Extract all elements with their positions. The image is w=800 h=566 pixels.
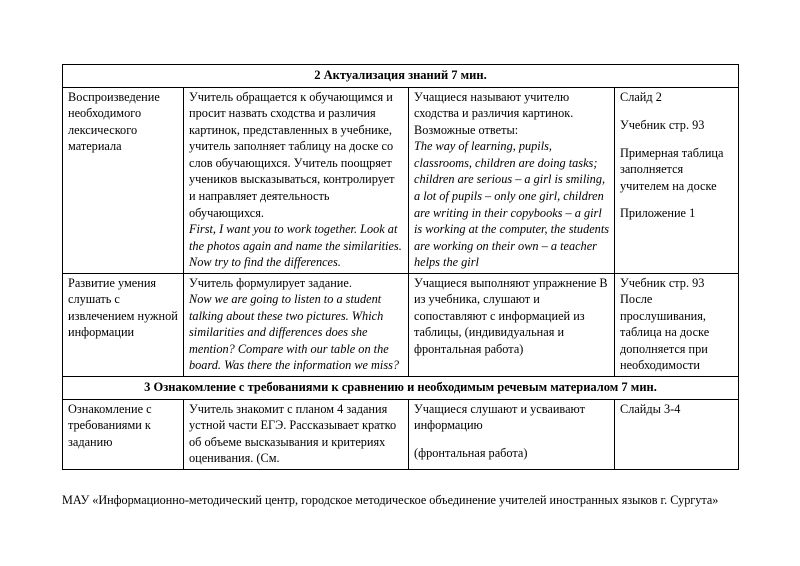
- student-activity-cell: [409, 273, 615, 376]
- student-activity-cell: [409, 399, 615, 469]
- stage-text: Ознакомление с требованиями к заданию: [68, 401, 152, 449]
- note-line: После прослушивания, таблица на доске дополняется при необходимости: [620, 292, 710, 373]
- notes-cell: [615, 273, 739, 376]
- teacher-activity-cell: [184, 273, 409, 376]
- teacher-activity-ru: Учитель формулирует задание.: [189, 275, 352, 290]
- teacher-activity-ru: Учитель знакомит с планом 4 задания устной части ЕГЭ. Рассказывает кратко об объеме высказывания и критериях оценивания. (См.: [189, 401, 397, 466]
- note-line: Приложение 1: [620, 206, 696, 221]
- table-row: [63, 273, 739, 376]
- student-activity-spacer: [414, 434, 610, 445]
- stage-text: Развитие умения слушать с извлечением нужной информации: [68, 275, 178, 340]
- student-activity-ru: Учащиеся слушают и усваивают информацию: [414, 401, 585, 433]
- section-heading-row: [63, 376, 739, 399]
- note-spacer: [620, 133, 734, 144]
- note-spacer: [620, 105, 734, 116]
- stage-cell: [63, 399, 184, 469]
- table-row: [63, 399, 739, 469]
- page-footer: МАУ «Информационно-методический центр, городское методическое объединение учителей иностранных языков г. Сургута»: [62, 493, 719, 507]
- notes-cell: [615, 399, 739, 469]
- note-line: Учебник стр. 93: [620, 275, 705, 290]
- student-activity-ru: Учащиеся называют учителю сходства и различия картинок.: [414, 89, 574, 121]
- section-heading-row: [63, 65, 739, 88]
- student-activity-en: The way of learning, pupils, classrooms, children are doing tasks; children are serious – a girl is smiling, a lot of pupils – only one girl, children are writing in their copybooks – a girl is working at the computer, the students are working on their own – a teacher helps the girl: [414, 139, 610, 270]
- teacher-activity-cell: [184, 87, 409, 273]
- table-row: [63, 87, 739, 273]
- note-line: Учебник стр. 93: [620, 117, 705, 132]
- note-line: Слайды 3-4: [620, 401, 681, 416]
- lesson-plan-table: [62, 64, 739, 470]
- section-heading-3: 3 Ознакомление с требованиями к сравнению и необходимым речевым материалом 7 мин.: [63, 376, 739, 399]
- note-line: Слайд 2: [620, 89, 662, 104]
- stage-cell: [63, 87, 184, 273]
- student-activity-cell: [409, 87, 615, 273]
- teacher-activity-cell: [184, 399, 409, 469]
- note-spacer: [620, 194, 734, 205]
- student-activity-ru: Учащиеся выполняют упражнение В из учебника, слушают и сопоставляют с информацией из таблицы, (индивидуальная и фронтальная работа): [414, 275, 608, 356]
- teacher-activity-en: First, I want you to work together. Look at the photos again and name the similarities. Now try to find the differences.: [189, 222, 402, 270]
- section-heading-2: 2 Актуализация знаний 7 мин.: [63, 65, 739, 88]
- note-line: Примерная таблица заполняется учителем на доске: [620, 145, 724, 193]
- stage-text: Воспроизведение необходимого лексического материала: [68, 89, 160, 154]
- student-activity-ru-secondary: (фронтальная работа): [414, 446, 528, 461]
- notes-cell: [615, 87, 739, 273]
- student-activity-ru-secondary: Возможные ответы:: [414, 122, 519, 137]
- teacher-activity-ru: Учитель обращается к обучающимся и просит назвать сходства и различия картинок, представленных в учебнике, учитель заполняет таблицу на доске со слов обучающихся. Учитель поощряет учеников высказываться, контролирует и направляет деятельность обучающихся.: [189, 89, 395, 220]
- stage-cell: [63, 273, 184, 376]
- teacher-activity-en: Now we are going to listen to a student talking about these two pictures. Which similarities and differences does she mention? Compare with our table on the board. Was there the information we miss?: [189, 292, 400, 373]
